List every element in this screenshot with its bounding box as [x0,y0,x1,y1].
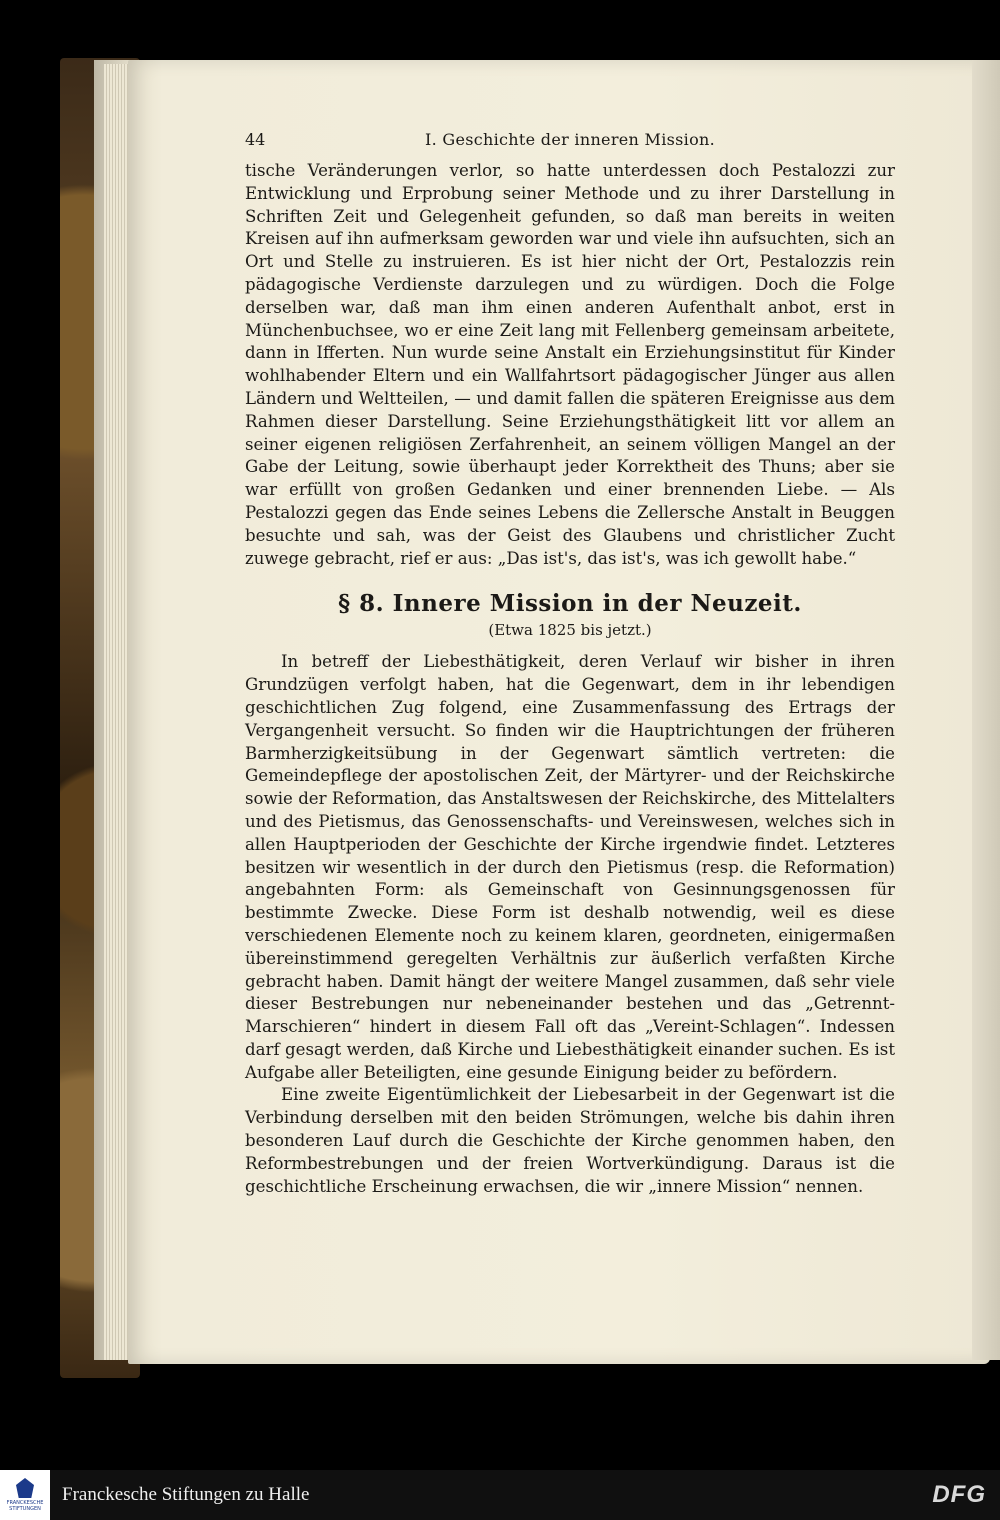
paragraph-1: tische Veränderungen verlor, so hatte unterdessen doch Pestalozzi zur Entwicklung und Erprobung seiner Methode und zu ihrer Darstellung in Schriften Zeit und Gelegenheit gefunden, so daß man bereits in weiten Kreisen auf ihn aufmerksam geworden war und viele ihn aufsuchten, sich an Ort und Stelle zu instruieren. Es ist hier nicht der Ort, Pestalozzis rein pädagogische Verdienste darzulegen und zu würdigen. Doch die Folge derselben war, daß man ihm einen anderen Aufenthalt anbot, erst in Münchenbuchsee, wo er eine Zeit lang mit Fellenberg gemeinsam arbeitete, dann in Ifferten. Nun wurde seine Anstalt ein Erziehungsinstitut für Kinder wohlhabender Eltern und ein Wallfahrtsort pädagogischer Jünger aus allen Ländern und Weltteilen, — und damit fallen die späteren Ereignisse aus dem Rahmen dieser Darstellung. Seine Erziehungsthätigkeit litt vor allem an seiner eigenen religiösen Zerfahrenheit, an seinem völligen Mangel an der Gabe der Leitung, sowie überhaupt jeder Korrektheit des Thuns; aber sie war erfüllt von großen Gedanken und einer brennenden Liebe. — Als Pestalozzi gegen das Ende seines Lebens die Zellersche Anstalt in Beuggen besuchte und sah, was der Geist des Glaubens und christlicher Zucht zuwege gebracht, rief er aus: „Das ist's, das ist's, was ich gewollt habe.“ [245,161,895,568]
body-text [245,160,895,1198]
page-text [245,130,895,1198]
section-subheading: (Etwa 1825 bis jetzt.) [488,621,652,640]
page-header [245,130,895,160]
logo-text: FRANCKESCHE STIFTUNGEN [6,1500,44,1512]
paragraph-3: Eine zweite Eigentümlichkeit der Liebesarbeit in der Gegenwart ist die Verbindung derselben mit den beiden Strömungen, welche bis dahin ihren besonderen Lauf durch die Geschichte der Kirche genommen haben, den Reformbestrebungen und der freien Wortverkündigung. Daraus ist die geschichtliche Erscheinung erwachsen, die wir „innere Mission“ nennen. [245,1085,895,1196]
next-page-edge [972,60,1000,1360]
running-title: I. Geschichte der inneren Mission. [425,130,715,149]
franckesche-logo[interactable] [0,1470,50,1520]
section-heading: § 8. Innere Mission in der Neuzeit. [338,590,802,618]
viewer-footer [0,1470,1000,1520]
paragraph-2: In betreff der Liebesthätigkeit, deren Verlauf wir bisher in ihren Grundzügen verfolgt haben, hat die Gegenwart, dem in ihr lebendigen geschichtlichen Zug folgend, eine Zusammenfassung des Ertrags der Vergangenheit versucht. So finden wir die Hauptrichtungen der früheren Barmherzigkeitsübung in der Gegenwart sämtlich vertreten: die Gemeindepflege der apostolischen Zeit, der Märtyrer- und der Reichskirche sowie der Reformation, das Anstaltswesen der Reichskirche, des Mittelalters und des Pietismus, das Genossenschafts- und Vereinswesen, welches sich in allen Hauptperioden der Geschichte der Kirche irgendwie findet. Letzteres besitzen wir wesentlich in der durch den Pietismus (resp. die Reformation) angebahnten Form: als Gemeinschaft von Gesinnungsgenossen für bestimmte Zwecke. Diese Form ist deshalb notwendig, weil es diese verschiedenen Elemente noch zu keinem klaren, geordneten, einigermaßen übereinstimmend geregelten Verhältnis zur äußerlich verfaßten Kirche gebracht haben. Damit hängt der weitere Mangel zusammen, daß sehr viele dieser Bestrebungen nur nebeneinander bestehen und das „Getrennt-Marschieren“ hindert in diesem Fall oft das „Vereint-Schlagen“. Indessen darf gesagt werden, daß Kirche und Liebesthätigkeit einander suchen. Es ist Aufgabe aller Beteiligten, eine gesunde Einigung beider zu befördern. [245,652,895,1082]
page-number: 44 [245,130,266,149]
institution-link[interactable]: Franckesche Stiftungen zu Halle [62,1484,310,1505]
dfg-logo[interactable]: DFG [932,1481,986,1508]
logo-icon [16,1478,34,1498]
